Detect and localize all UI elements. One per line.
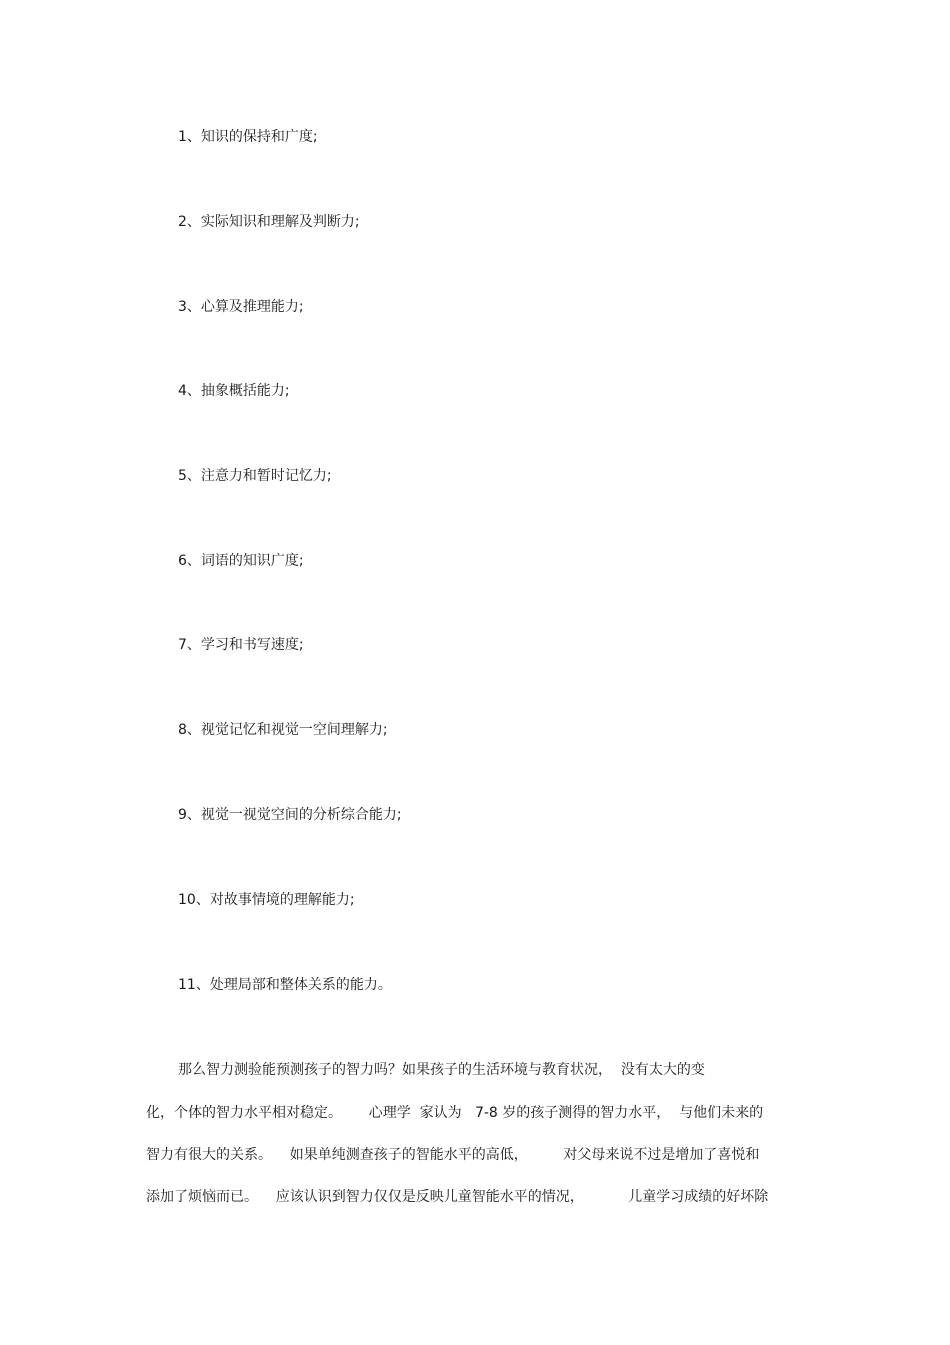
list-item-9: 9、视觉一视觉空间的分析综合能力; [178, 807, 402, 823]
list-item-3: 3、心算及推理能力; [178, 299, 304, 315]
list-item-10: 10、对故事情境的理解能力; [178, 892, 355, 908]
paragraph-line-1: 那么智力测验能预测孩子的智力吗？如果孩子的生活环境与教育状况， 没有太大的变 [178, 1062, 705, 1078]
list-item-11: 11、处理局部和整体关系的能力。 [178, 977, 392, 993]
paragraph-line-2: 化，个体的智力水平相对稳定。 心理学 家认为 7-8 岁的孩子测得的智力水平， 与他们未来的 [146, 1105, 764, 1121]
paragraph-line-3: 智力有很大的关系。 如果单纯测查孩子的智能水平的高低， 对父母来说不过是增加了喜悦和 [146, 1147, 760, 1163]
list-item-1: 1、知识的保持和广度; [178, 129, 318, 145]
list-item-5: 5、注意力和暂时记忆力; [178, 468, 332, 484]
list-item-7: 7、学习和书写速度; [178, 637, 304, 653]
list-item-8: 8、视觉记忆和视觉一空间理解力; [178, 722, 388, 738]
list-item-6: 6、词语的知识广度; [178, 553, 304, 569]
list-item-4: 4、抽象概括能力; [178, 383, 290, 399]
list-item-2: 2、实际知识和理解及判断力; [178, 214, 360, 230]
paragraph-line-4: 添加了烦恼而已。 应该认识到智力仅仅是反映儿童智能水平的情况， 儿童学习成绩的好坏除 [146, 1189, 769, 1205]
